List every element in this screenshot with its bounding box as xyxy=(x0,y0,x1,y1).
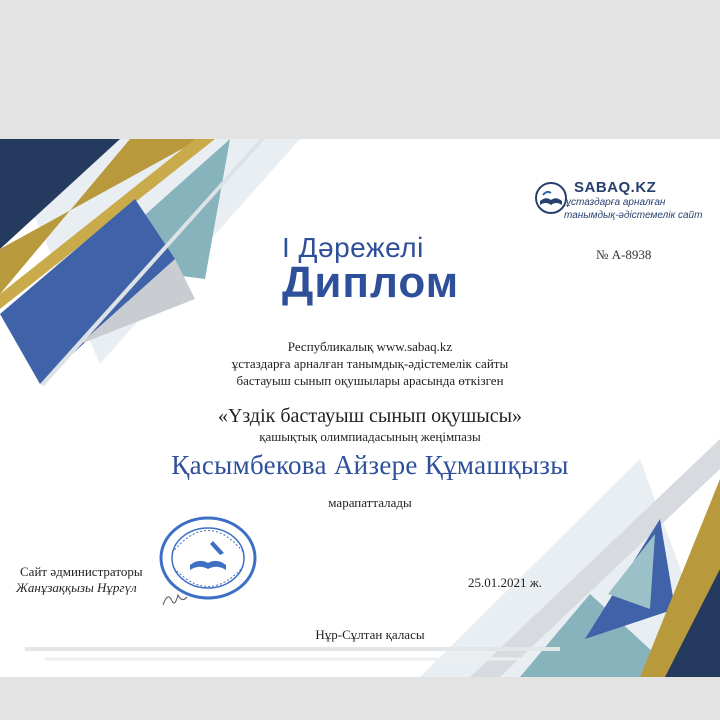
degree-label: І Дәрежелі xyxy=(282,232,424,263)
admin-name: Жанұзаққызы Нұргүл xyxy=(16,580,137,595)
admin-role: Сайт әдминистраторы xyxy=(20,564,143,579)
sabaq-logo xyxy=(532,179,712,225)
logo-tagline-1: ұстаздарға арналған xyxy=(566,197,666,208)
awarded-label: марапатталады xyxy=(328,495,412,510)
award-date: 25.01.2021 ж. xyxy=(468,575,542,590)
organizer-line-2: ұстаздарға арналған танымдық-әдістемелік сайты xyxy=(231,356,509,371)
organizer-text xyxy=(160,338,580,389)
admin-signature-block xyxy=(16,564,143,596)
city-label: Нұр-Сұлтан қаласы xyxy=(315,627,425,642)
contest-name: «Үздік бастауыш сынып оқушысы» xyxy=(217,405,523,427)
organizer-line-3: бастауыш сынып оқушылары арасында өткізген xyxy=(236,373,504,388)
diploma-number: № А-8938 xyxy=(596,247,652,262)
logo-brand: SABAQ.KZ xyxy=(574,179,657,196)
recipient-name: Қасымбекова Айзере Құмашқызы xyxy=(171,450,569,480)
diploma-sheet xyxy=(0,139,720,677)
signature-icon xyxy=(160,587,190,609)
logo-tagline-2: танымдық-әдістемелік сайт xyxy=(564,210,703,221)
open-book-icon xyxy=(534,181,568,215)
contest-subtitle: қашықтық олимпиадасының жеңімпазы xyxy=(259,429,481,444)
organizer-line-1: Республикалық www.sabaq.kz xyxy=(287,339,453,354)
diploma-title: Диплом xyxy=(282,258,460,307)
